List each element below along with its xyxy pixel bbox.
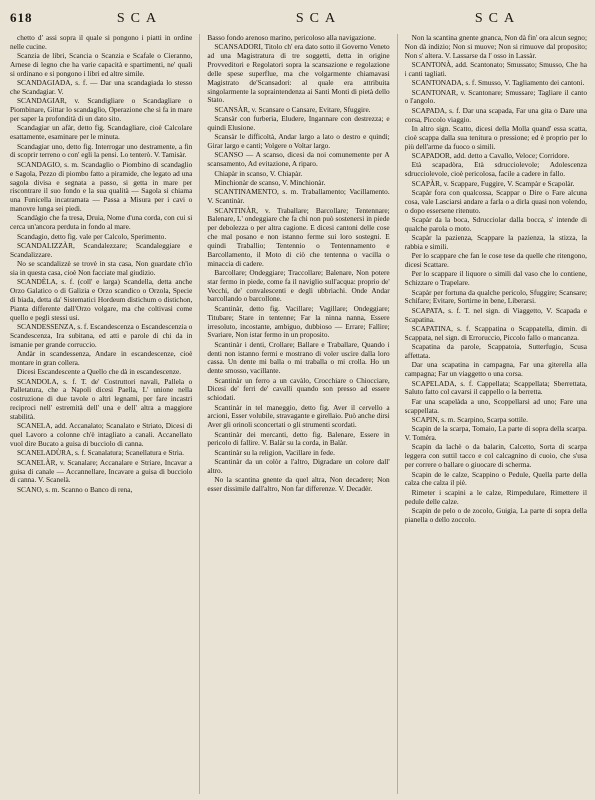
dictionary-entry: SCANELA, add. Accanalato; Scanalato e Striato, Dicesi di quel Lavoro a colonne ch'è intagliato a canali. Accanellato vuol dire Bucato a guisa di bucciolo di canna. bbox=[10, 421, 193, 448]
column-middle bbox=[207, 34, 389, 794]
running-head-center: SCA bbox=[295, 11, 342, 26]
dictionary-entry: SCANDALIZZÀR, Scandalezzare; Scandaleggiare e Scandalizzare. bbox=[10, 240, 193, 259]
dictionary-entry: Scapin de la scarpa, Tomaio, La parte di sopra della scarpa. V. Tomèra. bbox=[404, 424, 587, 443]
dictionary-entry: SCANDAGIADA, s. f. — Dar una scandagiada lo stesso che Scandagiar. V. bbox=[10, 78, 193, 97]
dictionary-entry: Scapatina da parole, Scappatoia, Sutterfugio, Scusa affettata. bbox=[404, 342, 587, 361]
page-header bbox=[10, 10, 587, 32]
text-columns bbox=[10, 34, 587, 794]
dictionary-entry: SCANSÀR, v. Scansare o Cansare, Evitare, Sfuggire. bbox=[214, 104, 371, 114]
dictionary-entry: Non la scantina gnente gnanca, Non dà fin' ora alcun segno; Non dà indizio; Non si muove; Non si rimuove dal proposito; Non s' altera. V. Lassarse da l' osso in Lassàr. bbox=[404, 34, 587, 60]
dictionary-entry: SCANDOLA, s. f. T. de' Costruttori navali, Pallela o Palletatura, che a Napoli dicesi Paella, L' unione nella costruzione di due tavole o altri legnami, per fare incastri reciproci nell' estremità dell' una e dell' altra a maggiore stabilità. bbox=[10, 376, 193, 421]
dictionary-entry: chetto d' assi sopra il quale si pongono i piatti in ordine nelle cucine. bbox=[10, 34, 193, 51]
running-head-right: SCA bbox=[474, 11, 521, 26]
dictionary-entry: Scapàr da la boca, Sdrucciolar dalla bocca, s' intende di qualche parola o moto. bbox=[404, 214, 587, 233]
dictionary-entry: SCANELÀR, v. Scanalare; Accanalare e Striare, Incavar a guisa di canale — Accannellare, Incavare a guisa di bucciolo di canna. V. Scanelà. bbox=[10, 457, 193, 485]
dictionary-entry: Scantinàr da un colòr a l'altro, Digradare un colore dall' altro. bbox=[207, 457, 390, 475]
page-number: 618 bbox=[10, 10, 33, 25]
dictionary-entry: SCANDESSENZA, s. f. Escandescenza o Escandescenzia o Scandescenza, Ira subitana, ed atti e parole di chi da in ismanie per grande corruccio. bbox=[10, 322, 193, 349]
dictionary-entry: No la scantina gnente da quel altra, Non decadere; Non esser dissimile dall'altro, Non far differenze. V. Decadèr. bbox=[207, 475, 390, 494]
column-right bbox=[405, 34, 587, 794]
dictionary-entry: SCAPATA, s. f. T. nel sign. di Viaggetto, V. Scapada e Scapatina. bbox=[404, 305, 587, 324]
dictionary-entry: Dicesi Escandescente a Quello che dà in escandescenze. bbox=[17, 367, 182, 377]
dictionary-entry: SCANELADÙRA, s. f. Scanalatura; Scanellatura e Stria. bbox=[17, 448, 184, 458]
column-left bbox=[10, 34, 192, 794]
dictionary-entry: Età scapadòra, Età sdrucciolevole; Adolescenza sdrucciolevole, cioè pericolosa, facile a cadere in fallo. bbox=[404, 160, 587, 179]
dictionary-entry: No se scandalizzè se trovè in sta casa, Non guardate ch'io sia in questa casa, cioè Non facciate mal giudizio. bbox=[10, 259, 193, 277]
dictionary-entry: Scantinàr, detto fig. Vacillare; Vagillare; Ondeggiare; Titubare; Stare in tentenne; Far la ninna nanna, Essere irresoluto, incostante, ambiguo, dubbioso — Errare; Fallire; Svariare, Non istar fermo in un proposito. bbox=[207, 303, 390, 340]
dictionary-entry: Per lo scappare il liquore o simili dal vaso che lo contiene, Schizzare o Trapelare. bbox=[404, 269, 587, 288]
dictionary-entry: SCAPÀR, v. Scappare, Fuggire, V. Scampàr e Scapolàr. bbox=[411, 178, 575, 188]
dictionary-entry: SCANDAGIAR, v. Scandigliare o Scandagliare o Piombinare, Gittar lo scandaglio, Operazione che si fa in mare per saper la profondità di un dato sito. bbox=[10, 96, 193, 124]
dictionary-entry: Scantinàr in tel maneggio, detto fig. Aver il cervello a arcioni, Esser volubile, stravagante e girellaio. Può anche dirsi Aver gli orinoli sconcertati o gli strumenti scordati. bbox=[207, 402, 390, 430]
dictionary-entry: SCAPELADA, s. f. Cappellata; Scappellata; Sberrettata, Saluto fatto col cavarsi il cappello o la berretta. bbox=[404, 378, 587, 397]
dictionary-entry: Scapin da lachè o da balarin, Calcetto, Sorta di scarpa leggera con suttil tacco e col calcagnino di cuoio, che s'usa per correre o ballare o giuocare di scherma. bbox=[404, 442, 587, 470]
column-divider bbox=[397, 34, 398, 794]
dictionary-entry: Barcollare; Ondeggiare; Traccollare; Balenare, Non potere star fermo in piede, come fa il naviglio sull'acqua: proprio de' Vecchi, de' convalescenti e degli ubbriachi. Onde Andar barcollando o barcollone. bbox=[207, 267, 390, 304]
dictionary-entry: SCANSO — A scanso, dicesi da noi comunemente per A scansamento, Ad evitazione, A riparo. bbox=[207, 150, 390, 169]
dictionary-entry: Scantinàr un ferro a un cavàlo, Crocchiare o Chiocciare, Dicesi de' ferri de' cavalli quando son presso ad essere schiodati. bbox=[207, 375, 390, 403]
dictionary-entry: SCANSADORI, Titolo ch' era dato sotto il Governo Veneto ad una Magistratura di tre soggetti, detta in origine Provveditori e Regolatori sopra la scansazione e regolazione delle spese superflue, ma che volgarmente chiamavasi Magistrato de'Scansadori: al quale era attribuita singolarmente la sopraintendenza ai Santi Monti di pietà dello Stato. bbox=[207, 42, 390, 105]
dictionary-entry: Scapàr per fortuna da qualche pericolo, Sfuggire; Scansare; Schifare; Evitare, Sortirne in bene, Liberarsi. bbox=[404, 287, 587, 306]
dictionary-entry: SCANO, s. m. Scanno o Banco di rena, bbox=[17, 484, 133, 494]
dictionary-entry: SCAPIN, s. m. Scarpino, Scarpa sottile. bbox=[411, 414, 528, 424]
dictionary-entry: SCAPADA, s. f. Dar una scapada, Far una gita o Dare una corsa, Piccolo viaggio. bbox=[404, 105, 587, 124]
dictionary-entry: Rimeter i scapini a le calze, Rimpedulare, Rimettere il pedule delle calze. bbox=[404, 487, 587, 506]
dictionary-entry: SCANTINAMENTO, s. m. Traballamento; Vacillamento. V. Scantinàr. bbox=[207, 187, 390, 206]
dictionary-entry: Minchionàr de scanso, V. Minchionàr. bbox=[214, 178, 326, 187]
dictionary-entry: Scantinàr su la religion, Vacillare in fede. bbox=[214, 447, 335, 457]
dictionary-entry: SCANTINÀR, v. Traballare; Barcollare; Tentennare; Balenare, L' ondeggiare che fa chi non può sostenersi in piede per debolezza o per altra cagione. E dicesi cantoni delle cose che mal posano e non istanno ferme sui loro sostegni. E quindi Traballio; Tentennio o Tentennamento e Barcollamento, il Moto di ciò che tentenna o vacilla o minaccia di cadere. bbox=[207, 205, 390, 268]
dictionary-entry: SCAPATINA, s. f. Scappatina o Scappatella, dimin. di Scappata, nel sign. di Erroruccio, Piccolo fallo o mancanza. bbox=[404, 324, 587, 342]
dictionary-entry: SCANTONAR, v. Scantonare; Smussare; Tagliare il canto o l'angolo. bbox=[404, 87, 587, 106]
dictionary-entry: In altro sign. Scatto, dicesi della Molla quand' essa scatta, cioè scappa dalla sua tenitura o pressione; ed è proprio per lo più dell'arme da fuoco o simili. bbox=[404, 123, 587, 151]
dictionary-entry: Dar una scapatina in campagna, Far una giterella alla campagna; Far un viaggetto o una corsa. bbox=[404, 360, 587, 379]
dictionary-entry: Scansàr le difficoltà, Andar largo a lato o destro e quindi; Girar largo e canti; Volgere o Voltar largo. bbox=[207, 132, 390, 151]
dictionary-entry: Scandàgio che fa tresa, Druia, Nome d'una corda, con cui si cerca un'ancora perduta in fondo al mare. bbox=[10, 213, 193, 232]
dictionary-entry: Scanzia de libri, Scancia o Scanzia e Scafale o Cieranno, Arnese di legno che ha varie capacità e spartimenti, ne' quali si ordinano e si pongono i libri ed altre simile. bbox=[10, 51, 193, 78]
dictionary-entry: SCANTONADA, s. f. Smusso, V. Tagliamento dei cantoni. bbox=[411, 78, 585, 88]
column-divider bbox=[199, 34, 200, 794]
dictionary-entry: Andàr in scandessenza, Andare in escandescenze, cioè montare in gran collera. bbox=[10, 349, 193, 367]
dictionary-entry: Scantinàr dei mercanti, detto fig. Balenare, Essere in pericolo di fallire. V. Balàr su la corda, in Balàr. bbox=[207, 429, 390, 448]
dictionary-entry: Chiapàr in scanso, V. Chiapàr. bbox=[214, 168, 303, 178]
dictionary-entry: Scandagio, detto fig. vale per Calcolo, Sperimento. bbox=[17, 231, 167, 241]
dictionary-entry: SCANTONÀ, add. Scantonato; Smussato; Smusso, Che ha i canti tagliati. bbox=[404, 60, 587, 78]
dictionary-entry: Scapàr la pazienza, Scappare la pazienza, la stizza, la rabbia e simili. bbox=[404, 233, 587, 251]
dictionary-entry: Scantinàr i denti, Crollare; Ballare e Traballare, Quando i denti non istanno fermi e mostrano di voler uscire dalla loro cassa. Un dente mi balla o mi traballa o mi crolla. Ho un dente smosso, vacillante. bbox=[207, 339, 390, 376]
dictionary-entry: Basso fondo arenoso marino, pericoloso alla navigazione. bbox=[207, 34, 376, 42]
dictionary-entry: SCANDAGIO, s. m. Scandaglio o Piombino di scandaglio e Sagola, Pezzo di piombo fatto a piramide, che legato ad una sagola divisa e segnata a passo, si getta in mare per riscontrare il suo fondo e la sua qualità — Sagola si chiama una Funicella incatramata — Passa a Misura per i cavi o manovre lunga sei piedi. bbox=[10, 159, 193, 214]
dictionary-entry: Scansàr con furberia, Eludere, Ingannare con destrezza; e quindi Elusione. bbox=[207, 114, 390, 132]
running-head-left: SCA bbox=[116, 11, 163, 26]
dictionary-entry: Scandagiar uno, detto fig. Interrogar uno destramente, a fin di scoprir terreno o con' egli la pensi. Lo tenterò. V. Tamisàr. bbox=[10, 141, 193, 160]
dictionary-entry: Scapin de le calze, Scappino o Pedule, Quella parte della calza che calza il piè. bbox=[404, 469, 587, 488]
dictionary-entry: Far una scapelàda a uno, Scoppellarsi ad uno; Fare una scappellata. bbox=[404, 396, 587, 415]
dictionary-entry: Scapin de pelo o de zocolo, Guigia, La parte di sopra della pianella o dello zoccolo. bbox=[404, 505, 587, 524]
dictionary-entry: Scandagiar un afàr, detto fig. Scandagliare, cioè Calcolare esattamente, esaminare per le minuta. bbox=[10, 123, 193, 142]
dictionary-entry: Scapàr fora con qualcossa, Scappar o Dire o Fare alcuna cosa, vale Lasciarsi andare a farla o a dirla quasi non volendo, o dopo essersene ritenuto. bbox=[404, 187, 587, 215]
dictionary-entry: SCAPADOR, add. detto a Cavallo, Veloce; Corridore. bbox=[411, 150, 570, 160]
dictionary-entry: Per lo scappare che fan le cose tese da quelle che ritengono, dicesi Scattare. bbox=[404, 251, 587, 270]
dictionary-entry: SCANDÈLA, s. f. (coll' e larga) Scandella, detta anche Orzo Galatico o di Galizia e Orzo scandico o Orzola, Specie di biada, detta da' Sistematici Hordeum distichum o distichon, Pianta differente dall'Orzo volgare, ma che coltivasi come quello e pegli stessi usi. bbox=[10, 277, 193, 322]
